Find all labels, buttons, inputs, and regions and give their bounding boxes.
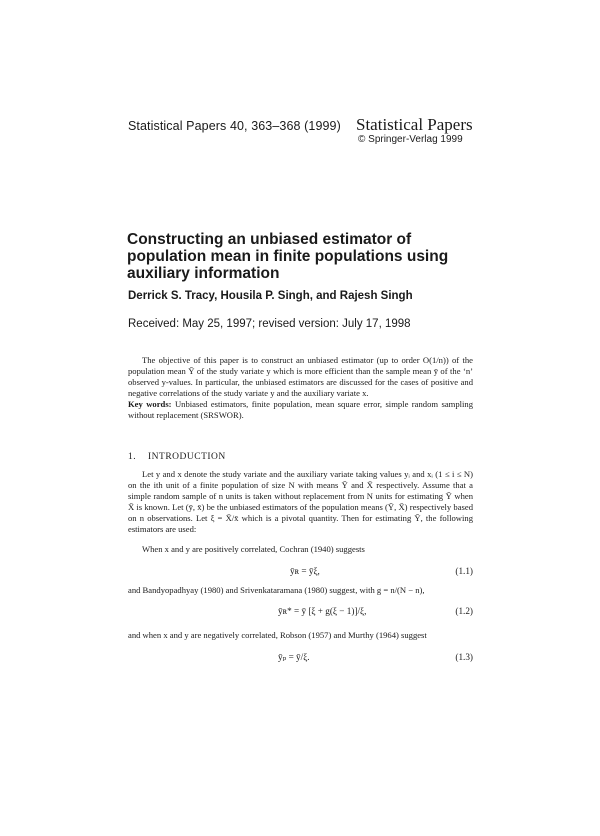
equation-formula: ȳʀ* = ȳ [ξ + g(ξ − 1)]/ξ, (278, 606, 367, 616)
equation-1-1 (128, 566, 473, 580)
section-title: INTRODUCTION (148, 452, 226, 462)
journal-citation: Statistical Papers 40, 363–368 (1999) (128, 119, 341, 133)
copyright-notice: © Springer-Verlag 1999 (358, 134, 463, 145)
equation-1-3 (128, 652, 473, 666)
received-dates: Received: May 25, 1997; revised version: July 17, 1998 (128, 318, 411, 330)
keywords-text: Unbiased estimators, finite population, mean square error, simple random sampling without replacement (SRSWOR). (128, 398, 473, 420)
bandyopadhyay-sentence: and Bandyopadhyay (1980) and Srivenkataramana (1980) suggest, with g = n/(N − n), (128, 585, 425, 595)
robson-sentence: and when x and y are negatively correlated, Robson (1957) and Murthy (1964) suggest (128, 630, 427, 640)
keywords-line (128, 399, 473, 421)
journal-brand: Statistical Papers (356, 115, 473, 134)
intro-paragraph: Let y and x denote the study variate and the auxiliary variate taking values yᵢ and xᵢ (1 ≤ i ≤ N) on the ith unit of a finite population of size N with means Ȳ and X̄ respectively. Assume that a simple random sample of n units is taken without replacement from N units for estimating Ȳ when X̄ is known. Let (ȳ, x̄) be the unbiased estimators of the population means (Ȳ, X̄) respectively based on n observations. Let ξ = X̄/x̄ which is a pivotal quantity. Then for estimating Ȳ, the following estimators are used: (128, 469, 473, 534)
article-authors: Derrick S. Tracy, Housila P. Singh, and Rajesh Singh (128, 290, 413, 302)
abstract-text: The objective of this paper is to construct an unbiased estimator (up to order O(1/n)) of the population mean Ȳ of the study variate y which is more efficient than the sample mean ȳ of the ‘n’ observed y-values. In particular, the unbiased estimators are discussed for the cases of positive and negative correlations of the study variate y and the auxiliary variate x. (128, 355, 473, 398)
equation-1-2 (128, 606, 473, 620)
abstract (128, 355, 473, 420)
keywords-label: Key words: (128, 398, 172, 409)
section-number: 1. (128, 452, 137, 462)
equation-formula: ȳʀ = ȳξ, (290, 566, 320, 576)
equation-number: (1.1) (455, 566, 473, 576)
equation-formula: ȳₚ = ȳ/ξ. (278, 652, 310, 662)
article-title: Constructing an unbiased estimator of population mean in finite populations using auxiliary information (127, 231, 449, 282)
section-heading (128, 452, 226, 462)
equation-number: (1.2) (455, 606, 473, 616)
equation-number: (1.3) (455, 652, 473, 662)
cochran-sentence: When x and y are positively correlated, Cochran (1940) suggests (142, 544, 365, 554)
